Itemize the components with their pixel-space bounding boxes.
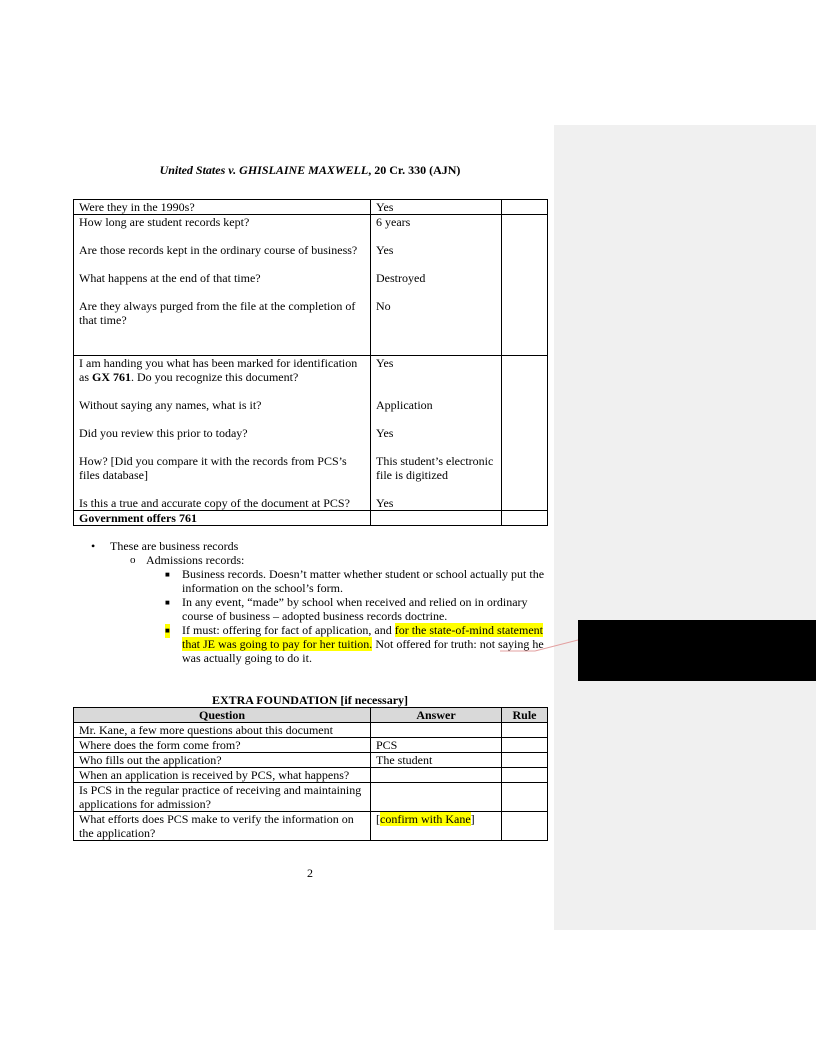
table-row: Were they in the 1990s? Yes: [74, 200, 548, 215]
page-title: United States v. GHISLAINE MAXWELL, 20 Cr. 330 (AJN): [159, 163, 461, 177]
bullet-list: [90, 539, 550, 665]
foundation-table: [73, 707, 548, 841]
table-row: What efforts does PCS make to verify the information on the application? [confirm with Kane]: [74, 812, 548, 841]
table-row: Who fills out the application? The student: [74, 753, 548, 768]
section-title: EXTRA FOUNDATION [if necessary]: [211, 693, 409, 707]
table-row: Where does the form come from? PCS: [74, 738, 548, 753]
page-number: 2: [307, 866, 313, 880]
table-row: Is PCS in the regular practice of receiving and maintaining applications for admission?: [74, 783, 548, 812]
table-row: When an application is received by PCS, what happens?: [74, 768, 548, 783]
table-row: How long are student records kept? Are those records kept in the ordinary course of business? What happens at the end of that time? Are they always purged from the file at the completion of that time? 6 years Yes Destroyed No: [74, 215, 548, 356]
table-header-row: Question Answer Rule: [74, 708, 548, 723]
list-item: • These are business records: [90, 539, 550, 553]
list-item: o Admissions records:: [130, 553, 245, 567]
table-row: I am handing you what has been marked for identification as GX 761. Do you recognize this document? Without saying any names, what is it? Did you review this prior to today? How? [Did you compare it with the records from PCS’s files database] Is this a true and accurate copy of the document at PCS? Yes Application Yes This student’s electronic file is digitized Yes: [74, 356, 548, 511]
highlighted-text: confirm with Kane: [380, 812, 471, 826]
examination-table: [73, 199, 548, 526]
highlighted-text: for the state-of-mind statement that JE was going to pay for her tuition.: [182, 623, 544, 651]
list-item: ■ Business records. Doesn’t matter whether student or school actually put the information on the school’s form.: [165, 567, 545, 595]
comment-redacted[interactable]: [578, 620, 816, 681]
list-item: ■ If must: offering for fact of application, and for the state-of-mind statement that JE was going to pay for her tuition. Not offered for truth: not saying he was actually going to do it.: [165, 623, 544, 665]
list-item: ■ In any event, “made” by school when received and relied on in ordinary course of business – adopted business records doctrine.: [165, 595, 528, 623]
table-row: Mr. Kane, a few more questions about this document: [74, 723, 548, 738]
table-row: Government offers 761: [74, 511, 548, 526]
comment-pane: [554, 125, 816, 930]
